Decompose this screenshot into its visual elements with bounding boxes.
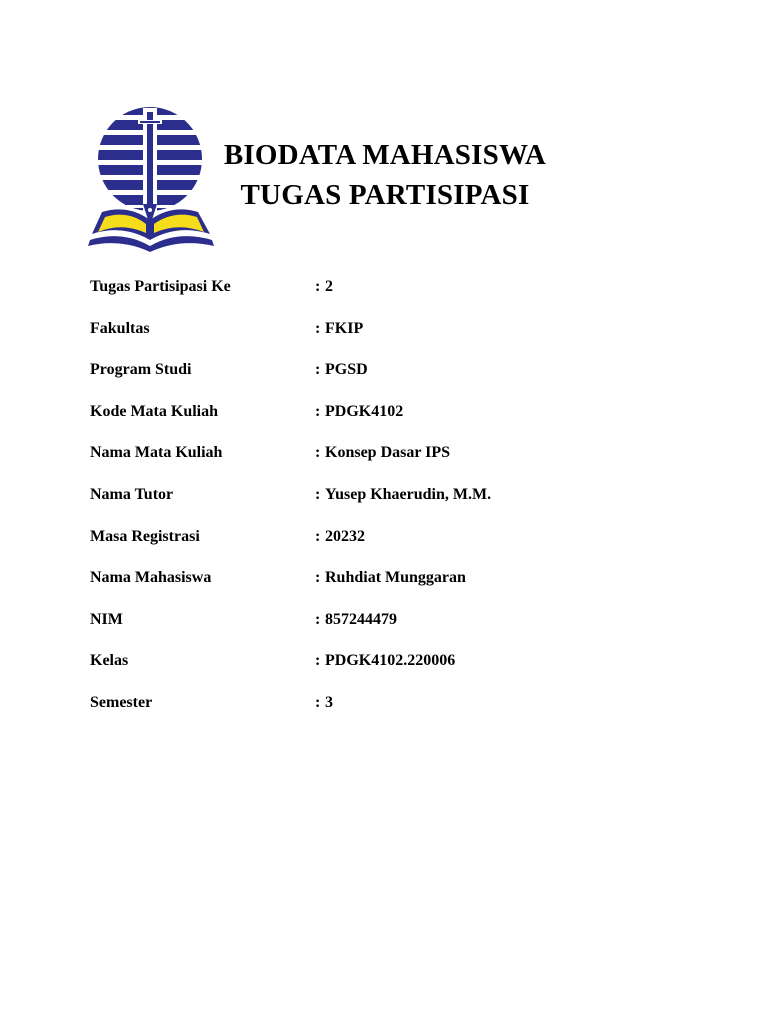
- biodata-fields: [90, 275, 690, 733]
- university-logo-icon: [88, 100, 218, 258]
- document-title: [205, 135, 565, 215]
- field-value: Ruhdiat Munggaran: [325, 569, 466, 587]
- field-label: Nama Tutor: [90, 485, 174, 503]
- field-value: PDGK4102: [325, 402, 404, 420]
- field-separator: :: [315, 444, 321, 462]
- field-separator: :: [315, 652, 321, 670]
- field-value: Konsep Dasar IPS: [325, 444, 451, 462]
- field-label: Nama Mata Kuliah: [90, 444, 223, 462]
- field-label: Kode Mata Kuliah: [90, 402, 219, 420]
- field-value: 20232: [325, 527, 365, 545]
- field-separator: :: [315, 319, 321, 337]
- field-row-tugas-partisipasi: [90, 275, 690, 317]
- field-row-kode-mata-kuliah: [90, 400, 690, 442]
- field-value: PDGK4102.220006: [325, 652, 456, 670]
- field-row-kelas: [90, 649, 690, 691]
- field-label: Program Studi: [90, 361, 192, 379]
- field-row-nama-mahasiswa: [90, 566, 690, 608]
- field-separator: :: [315, 361, 321, 379]
- title-line-1: BIODATA MAHASISWA: [223, 139, 547, 171]
- field-separator: :: [315, 610, 321, 628]
- field-label: Masa Registrasi: [90, 527, 200, 545]
- field-value: 2: [325, 278, 333, 295]
- field-separator: :: [315, 402, 321, 420]
- field-row-nim: [90, 608, 690, 650]
- field-separator: :: [315, 527, 321, 545]
- field-label: Nama Mahasiswa: [90, 569, 212, 587]
- field-label: Kelas: [90, 652, 129, 670]
- field-label: Fakultas: [90, 319, 150, 337]
- field-value: FKIP: [325, 319, 364, 337]
- field-value: 3: [325, 693, 333, 711]
- field-label: Semester: [90, 693, 153, 711]
- field-value: PGSD: [325, 361, 368, 379]
- field-separator: :: [315, 569, 321, 587]
- field-value: 857244479: [325, 610, 397, 628]
- field-label: NIM: [90, 610, 123, 628]
- field-separator: :: [315, 278, 321, 295]
- field-row-masa-registrasi: [90, 525, 690, 567]
- field-row-nama-tutor: [90, 483, 690, 525]
- field-separator: :: [315, 693, 321, 711]
- field-row-nama-mata-kuliah: [90, 441, 690, 483]
- field-value: Yusep Khaerudin, M.M.: [325, 485, 492, 503]
- field-separator: :: [315, 485, 321, 503]
- field-row-semester: [90, 691, 690, 733]
- field-row-fakultas: [90, 317, 690, 359]
- title-line-2: TUGAS PARTISIPASI: [240, 179, 530, 211]
- field-row-program-studi: [90, 358, 690, 400]
- field-label: Tugas Partisipasi Ke: [90, 278, 231, 295]
